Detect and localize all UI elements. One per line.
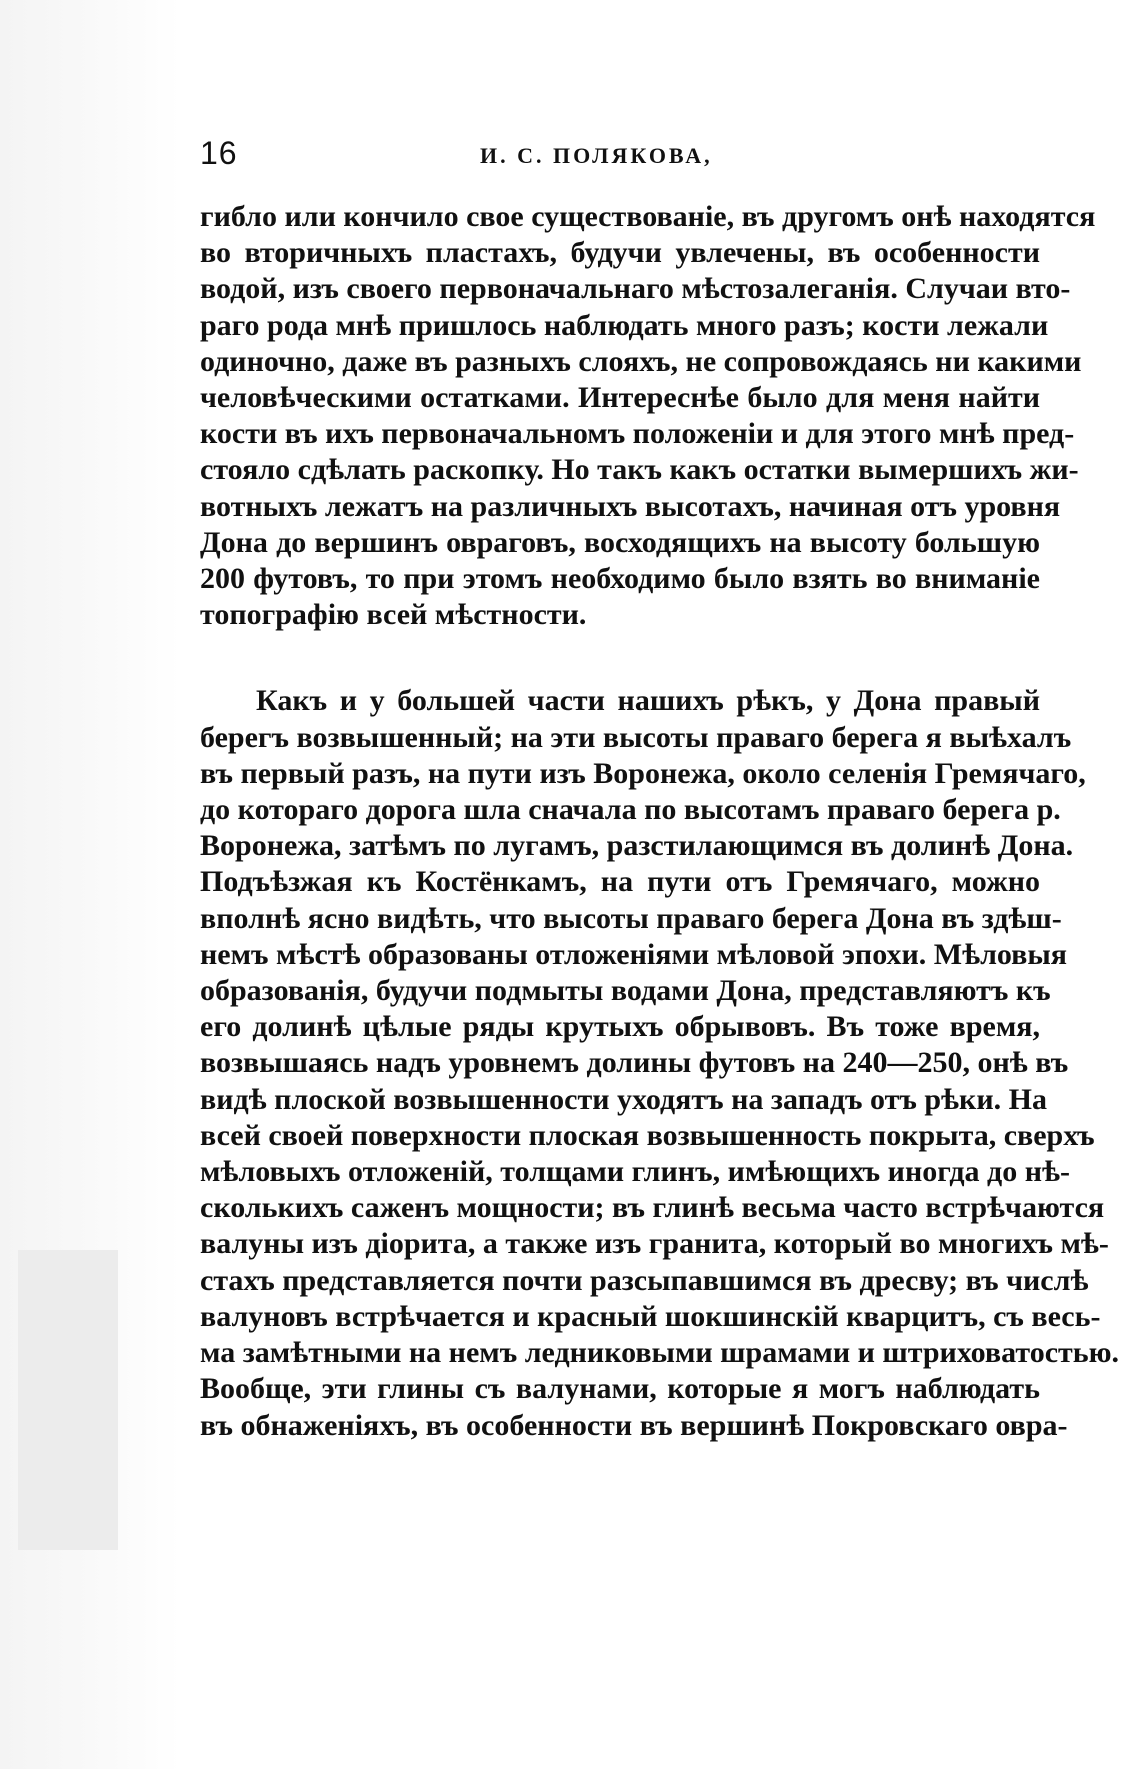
text-line: берегъ возвышенный; на эти высоты праваго берега я выѣхалъ bbox=[200, 720, 1072, 754]
text-line: въ обнаженіяхъ, въ особенности въ вершинѣ Покровскаго овра- bbox=[200, 1408, 1068, 1442]
text-line-indented bbox=[200, 683, 1040, 719]
text-line: валуновъ встрѣчается и красный шокшинскій кварцитъ, съ весь- bbox=[200, 1299, 1101, 1333]
text-line: стояло сдѣлать раскопку. Но такъ какъ остатки вымершихъ жи- bbox=[200, 453, 1079, 487]
text-line: водой, изъ своего первоначальнаго мѣстозалеганія. Случаи вто- bbox=[200, 272, 1071, 306]
text-line: всей своей поверхности плоская возвышенность покрыта, сверхъ bbox=[200, 1118, 1095, 1152]
text-line: ма замѣтными на немъ ледниковыми шрамами и штриховатостью. bbox=[200, 1336, 1120, 1370]
text-line: мѣловыхъ отложеній, толщами глинъ, имѣющихъ иногда до нѣ- bbox=[200, 1155, 1070, 1189]
page-number: 16 bbox=[200, 135, 238, 171]
text-line: вотныхъ лежатъ на различныхъ высотахъ, начиная отъ уровня bbox=[200, 489, 1061, 523]
text-line: человѣческими остатками. Интереснѣе было для меня найти bbox=[200, 381, 1040, 415]
text-line: сколькихъ саженъ мощности; въ глинѣ весьма часто встрѣчаются bbox=[200, 1191, 1105, 1225]
text-line: раго рода мнѣ пришлось наблюдать много разъ; кости лежали bbox=[200, 308, 1049, 342]
scan-shadow-block bbox=[18, 1250, 118, 1550]
text-line: въ первый разъ, на пути изъ Воронежа, около селенія Гремячаго, bbox=[200, 756, 1086, 790]
book-page bbox=[200, 135, 1120, 1444]
text-line: образованія, будучи подмыты водами Дона, представляютъ къ bbox=[200, 974, 1051, 1008]
text-line: его долинѣ цѣлые ряды крутыхъ обрывовъ. Въ тоже время, bbox=[200, 1010, 1040, 1044]
text-line: Какъ и у большей части нашихъ рѣкъ, у Дона правый bbox=[256, 684, 1040, 718]
text-line: стахъ представляется почти разсыпавшимся въ дресву; въ числѣ bbox=[200, 1263, 1089, 1297]
text-line: одиночно, даже въ разныхъ слояхъ, не сопровождаясь ни какими bbox=[200, 344, 1082, 378]
text-line: Воронежа, затѣмъ по лугамъ, разстилающимся въ долинѣ Дона. bbox=[200, 829, 1074, 863]
text-line: вполнѣ ясно видѣть, что высоты праваго берега Дона въ здѣш- bbox=[200, 901, 1062, 935]
text-line: до котораго дорога шла сначала по высотамъ праваго берега р. bbox=[200, 793, 1061, 827]
text-line: валуны изъ діорита, а также изъ гранита, который во многихъ мѣ- bbox=[200, 1227, 1109, 1261]
text-line: возвышаясь надъ уровнемъ долины футовъ на 240—250, онѣ въ bbox=[200, 1046, 1069, 1080]
text-line: топографію всей мѣстности. bbox=[200, 598, 587, 632]
text-line: кости въ ихъ первоначальномъ положеніи и для этого мнѣ пред- bbox=[200, 417, 1075, 451]
text-line: во вторичныхъ пластахъ, будучи увлечены, въ особенности bbox=[200, 236, 1040, 270]
paragraph-1 bbox=[200, 199, 1096, 633]
text-line: немъ мѣстѣ образованы отложеніями мѣловой эпохи. Мѣловыя bbox=[200, 937, 1068, 971]
paragraph-2 bbox=[200, 683, 1120, 1443]
text-line: 200 футовъ, то при этомъ необходимо было взять во вниманіе bbox=[200, 562, 1040, 596]
running-title: И. С. ПОЛЯКОВА, bbox=[480, 143, 713, 168]
text-line: Подъѣзжая къ Костёнкамъ, на пути отъ Гремячаго, можно bbox=[200, 865, 1040, 899]
text-line: Вообще, эти глины съ валунами, которые я могъ наблюдать bbox=[200, 1372, 1040, 1406]
text-line: Дона до вершинъ овраговъ, восходящихъ на высоту большую bbox=[200, 525, 1040, 559]
text-line: гибло или кончило свое существованіе, въ другомъ онѣ находятся bbox=[200, 200, 1096, 233]
running-head bbox=[200, 135, 1040, 175]
text-line: видѣ плоской возвышенности уходятъ на западъ отъ рѣки. На bbox=[200, 1082, 1047, 1116]
